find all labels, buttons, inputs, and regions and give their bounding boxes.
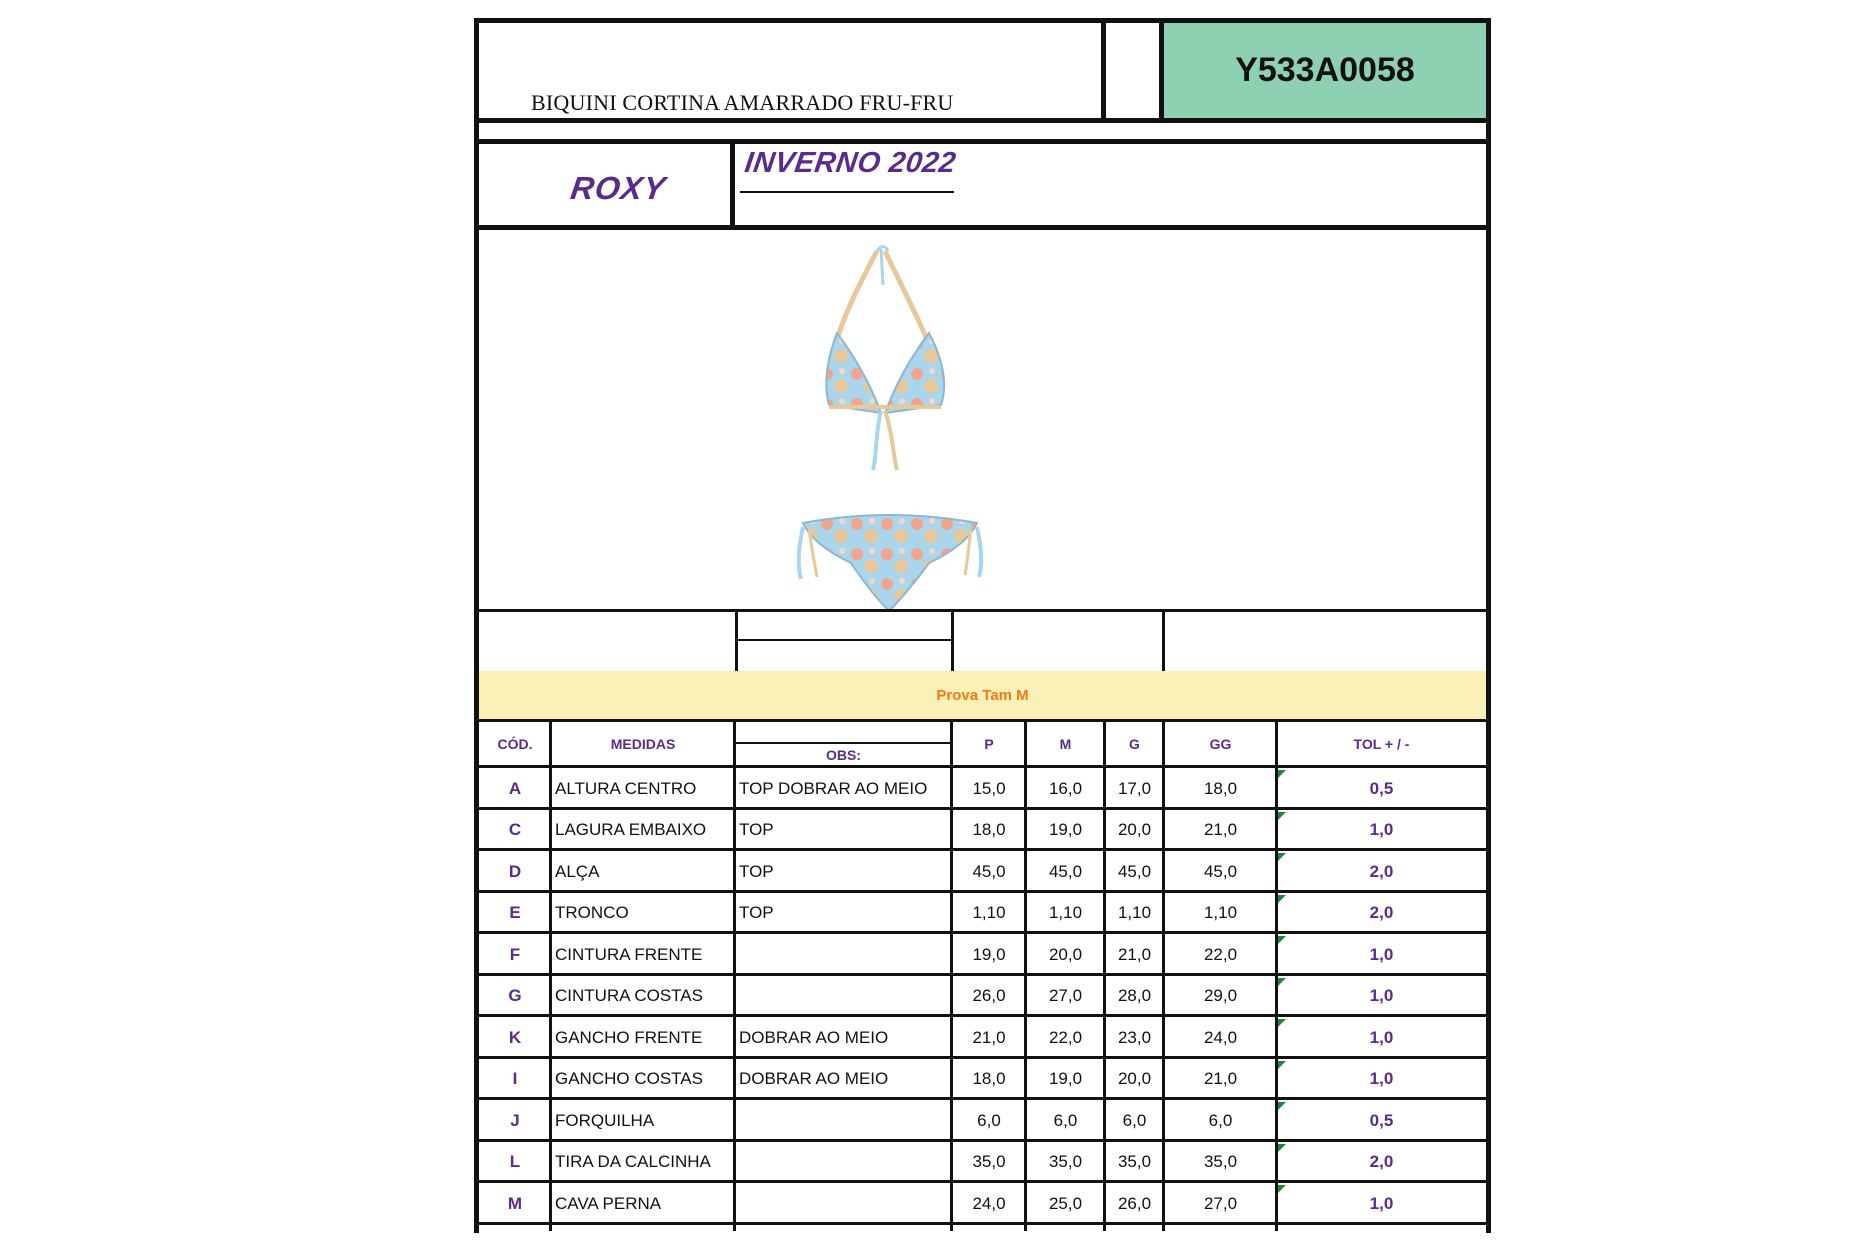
cell-p: 45,0 <box>972 861 1006 881</box>
header-g: G <box>1129 736 1140 752</box>
comment-marker <box>1277 812 1286 821</box>
cell-gg: 35,0 <box>1203 1152 1238 1172</box>
season-underline <box>740 191 954 193</box>
cell-code: C <box>508 820 522 840</box>
divider <box>479 118 1486 123</box>
product-title-cell <box>479 23 1106 118</box>
cell-obs <box>735 976 952 1018</box>
cell-p: 21,0 <box>972 1027 1006 1047</box>
cell-code: I <box>512 1069 518 1089</box>
cell-p: 1,10 <box>972 903 1006 923</box>
divider <box>1162 720 1165 1231</box>
header-code: CÓD. <box>497 736 533 752</box>
cell-obs: DOBRAR AO MEIO <box>739 1069 889 1089</box>
divider <box>1103 720 1106 1231</box>
cell-obs <box>735 1100 952 1142</box>
season-label: INVERNO 2022 <box>742 147 959 179</box>
comment-marker <box>1277 936 1286 945</box>
cell-m: 22,0 <box>1048 1027 1083 1047</box>
cell-code: L <box>509 1152 521 1172</box>
spec-sheet <box>474 18 1491 1233</box>
brand-cell <box>479 144 735 225</box>
cell-tol: 0,5 <box>1369 1110 1394 1130</box>
cell-p: 24,0 <box>972 1193 1006 1213</box>
cell-tol: 1,0 <box>1369 986 1394 1006</box>
cell-medidas: ALÇA <box>555 861 600 881</box>
comment-marker <box>1277 1185 1286 1194</box>
cell-code: M <box>507 1193 523 1213</box>
divider <box>1275 720 1278 1231</box>
cell-code: G <box>508 986 522 1006</box>
cell-m: 1,10 <box>1048 903 1083 923</box>
cell-medidas: CAVA PERNA <box>555 1193 662 1213</box>
divider <box>735 639 954 641</box>
cell-g: 26,0 <box>1117 1193 1152 1213</box>
cell-p: 18,0 <box>972 1069 1006 1089</box>
cell-g: 20,0 <box>1117 820 1152 840</box>
cell-gg: 27,0 <box>1203 1193 1238 1213</box>
prova-size-banner: Prova Tam M <box>479 671 1486 719</box>
cell-p: 35,0 <box>972 1152 1006 1172</box>
comment-marker <box>1277 1102 1286 1111</box>
comment-marker <box>1277 770 1286 779</box>
cell-code: A <box>508 778 522 798</box>
comment-marker <box>1277 895 1286 904</box>
header-tol: TOL + / - <box>1353 736 1410 752</box>
cell-tol: 2,0 <box>1369 903 1394 923</box>
cell-m: 19,0 <box>1048 820 1083 840</box>
cell-p: 26,0 <box>972 986 1006 1006</box>
cell-medidas: CINTURA FRENTE <box>555 944 703 964</box>
divider <box>1162 609 1165 671</box>
cell-m: 35,0 <box>1048 1152 1083 1172</box>
header-gg: GG <box>1209 736 1232 752</box>
cell-gg: 45,0 <box>1203 861 1238 881</box>
cell-gg: 22,0 <box>1203 944 1238 964</box>
cell-medidas: GANCHO COSTAS <box>555 1069 703 1089</box>
cell-tol: 1,0 <box>1369 944 1394 964</box>
cell-g: 1,10 <box>1117 903 1152 923</box>
cell-m: 25,0 <box>1048 1193 1083 1213</box>
cell-medidas: TIRA DA CALCINHA <box>555 1152 711 1172</box>
cell-g: 6,0 <box>1122 1110 1147 1130</box>
cell-medidas: GANCHO FRENTE <box>555 1027 703 1047</box>
cell-g: 23,0 <box>1117 1027 1152 1047</box>
cell-p: 6,0 <box>977 1110 1001 1130</box>
cell-p: 18,0 <box>972 820 1006 840</box>
divider <box>735 742 952 744</box>
cell-gg: 21,0 <box>1203 820 1238 840</box>
header-blank-cell <box>1106 23 1164 118</box>
divider <box>1024 720 1027 1231</box>
header-medidas: MEDIDAS <box>610 736 676 752</box>
cell-obs: TOP <box>739 861 774 881</box>
divider <box>549 720 552 1231</box>
cell-m: 16,0 <box>1048 778 1083 798</box>
divider <box>479 609 1486 612</box>
cell-obs: TOP DOBRAR AO MEIO <box>739 778 928 798</box>
cell-tol: 2,0 <box>1369 861 1394 881</box>
cell-g: 21,0 <box>1117 944 1152 964</box>
cell-p: 19,0 <box>972 944 1006 964</box>
cell-code: J <box>510 1110 520 1130</box>
cell-p: 15,0 <box>972 778 1006 798</box>
divider <box>733 720 736 1231</box>
cell-m: 27,0 <box>1048 986 1083 1006</box>
divider <box>479 1222 1486 1225</box>
cell-gg: 24,0 <box>1203 1027 1238 1047</box>
cell-medidas: LAGURA EMBAIXO <box>555 820 707 840</box>
bikini-illustration <box>789 245 999 625</box>
product-code: Y533A0058 <box>1164 23 1486 118</box>
cell-medidas: TRONCO <box>555 903 629 923</box>
cell-obs: DOBRAR AO MEIO <box>739 1027 889 1047</box>
product-title: BIQUINI CORTINA AMARRADO FRU-FRU <box>531 90 954 115</box>
cell-m: 20,0 <box>1048 944 1083 964</box>
cell-gg: 1,10 <box>1203 903 1238 923</box>
cell-obs <box>735 1142 952 1184</box>
divider <box>479 225 1486 230</box>
cell-gg: 6,0 <box>1208 1110 1233 1130</box>
cell-tol: 1,0 <box>1369 820 1394 840</box>
cell-tol: 0,5 <box>1369 778 1394 798</box>
cell-code: F <box>509 944 521 964</box>
cell-m: 45,0 <box>1048 861 1083 881</box>
cell-g: 45,0 <box>1117 861 1152 881</box>
cell-tol: 2,0 <box>1369 1152 1394 1172</box>
cell-g: 20,0 <box>1117 1069 1152 1089</box>
cell-code: D <box>508 861 522 881</box>
cell-obs: TOP <box>739 903 774 923</box>
cell-medidas: ALTURA CENTRO <box>555 778 697 798</box>
cell-g: 28,0 <box>1117 986 1152 1006</box>
header-p: P <box>984 736 994 752</box>
cell-m: 6,0 <box>1053 1110 1078 1130</box>
cell-g: 17,0 <box>1117 778 1152 798</box>
cell-gg: 18,0 <box>1203 778 1238 798</box>
comment-marker <box>1277 978 1286 987</box>
comment-marker <box>1277 1061 1286 1070</box>
cell-medidas: FORQUILHA <box>555 1110 655 1130</box>
cell-g: 35,0 <box>1117 1152 1152 1172</box>
divider <box>950 720 953 1231</box>
comment-marker <box>1277 853 1286 862</box>
cell-code: K <box>508 1027 522 1047</box>
cell-obs: TOP <box>739 820 774 840</box>
cell-m: 19,0 <box>1048 1069 1083 1089</box>
brand-logo: ROXY <box>568 170 669 206</box>
cell-tol: 1,0 <box>1369 1069 1394 1089</box>
cell-tol: 1,0 <box>1369 1193 1394 1213</box>
comment-marker <box>1277 1144 1286 1153</box>
cell-obs <box>735 934 952 976</box>
cell-tol: 1,0 <box>1369 1027 1394 1047</box>
cell-gg: 21,0 <box>1203 1069 1238 1089</box>
header-obs: OBS: <box>826 747 861 763</box>
comment-marker <box>1277 1019 1286 1028</box>
cell-code: E <box>509 903 521 923</box>
cell-medidas: CINTURA COSTAS <box>555 986 703 1006</box>
cell-gg: 29,0 <box>1203 986 1238 1006</box>
cell-obs <box>735 1183 952 1225</box>
header-m: M <box>1059 736 1072 752</box>
